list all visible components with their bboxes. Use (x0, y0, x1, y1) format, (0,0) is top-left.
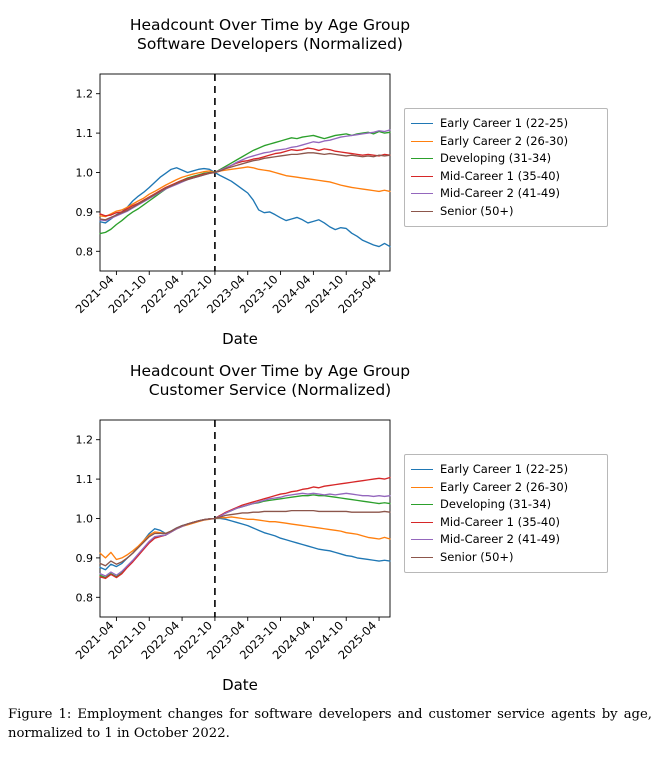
legend-label: Early Career 2 (26-30) (440, 133, 569, 148)
legend-item (411, 461, 599, 479)
legend-item (411, 514, 599, 532)
x-tick-label: 2024-10 (302, 272, 347, 317)
y-tick-label: 1.2 (75, 433, 93, 447)
legend-label: Mid-Career 1 (35-40) (440, 514, 561, 529)
legend-top (404, 108, 608, 227)
legend-item (411, 150, 599, 168)
legend-label: Mid-Career 1 (35-40) (440, 168, 561, 183)
x-tick-label: 2025-04 (335, 618, 380, 663)
x-tick-label: 2022-10 (171, 272, 216, 317)
legend-swatch-early1 (411, 469, 433, 470)
legend-swatch-mid1 (411, 522, 433, 523)
series-line (100, 493, 390, 576)
series-line (100, 132, 390, 234)
y-tick-label: 0.9 (75, 205, 93, 219)
x-tick-label: 2024-04 (269, 618, 314, 663)
x-tick-label: 2023-04 (203, 272, 248, 317)
legend-swatch-mid2 (411, 539, 433, 540)
legend-item (411, 549, 599, 567)
chart-title-top (60, 16, 480, 54)
x-axis-label-bottom: Date (222, 676, 258, 694)
legend-label: Mid-Career 2 (41-49) (440, 532, 561, 546)
series-line (100, 517, 390, 560)
legend-swatch-mid2 (411, 193, 433, 194)
legend-item (411, 168, 599, 186)
legend-swatch-early1 (411, 123, 433, 124)
legend-swatch-early2 (411, 141, 433, 142)
y-tick-label: 0.9 (75, 551, 93, 565)
plot-area-top (0, 56, 420, 346)
legend-swatch-senior (411, 211, 433, 212)
legend-label: Senior (50+) (440, 203, 514, 218)
chart-subtitle-line2: Software Developers (Normalized) (137, 35, 403, 53)
y-tick-label: 0.8 (75, 591, 93, 605)
legend-item (411, 115, 599, 133)
chart-panel-customer-service (0, 354, 660, 699)
series-line (100, 519, 390, 570)
x-axis-label-top: Date (222, 330, 258, 348)
series-line (100, 168, 390, 247)
chart-title-line1: Headcount Over Time by Age Group (129, 16, 411, 34)
x-tick-label: 2023-04 (203, 618, 248, 663)
x-tick-label: 2022-04 (138, 272, 183, 317)
legend-label: Mid-Career 2 (41-49) (440, 186, 561, 200)
y-tick-label: 1.1 (75, 473, 93, 487)
x-tick-label: 2024-04 (269, 272, 314, 317)
legend-item (411, 203, 599, 221)
x-tick-label: 2021-10 (105, 618, 150, 663)
chart-subtitle-line2: Customer Service (Normalized) (148, 381, 392, 399)
x-tick-label: 2021-10 (105, 272, 150, 317)
y-tick-label: 1.1 (75, 127, 93, 141)
chart-panel-software-developers (0, 4, 660, 349)
legend-item (411, 479, 599, 497)
legend-item (411, 531, 599, 549)
legend-label: Senior (50+) (440, 549, 514, 564)
x-tick-label: 2024-10 (302, 618, 347, 663)
y-tick-label: 0.8 (75, 245, 93, 259)
y-tick-label: 1.0 (75, 512, 93, 526)
legend-label: Early Career 2 (26-30) (440, 479, 569, 494)
legend-swatch-senior (411, 557, 433, 558)
legend-item (411, 133, 599, 151)
x-tick-label: 2023-10 (236, 618, 281, 663)
chart-svg-bottom (0, 402, 420, 692)
x-tick-label: 2022-04 (138, 618, 183, 663)
chart-title-line1: Headcount Over Time by Age Group (129, 362, 411, 380)
x-tick-label: 2021-04 (72, 618, 117, 663)
legend-label: Early Career 1 (22-25) (440, 116, 569, 130)
series-line (100, 130, 390, 221)
legend-swatch-developing (411, 158, 433, 159)
legend-label: Developing (31-34) (440, 497, 552, 511)
x-tick-label: 2023-10 (236, 272, 281, 317)
x-tick-label: 2022-10 (171, 618, 216, 663)
chart-title-bottom (60, 362, 480, 400)
x-tick-label: 2021-04 (72, 272, 117, 317)
legend-label: Early Career 1 (22-25) (440, 462, 569, 476)
legend-swatch-early2 (411, 487, 433, 488)
legend-bottom (404, 454, 608, 573)
y-tick-label: 1.0 (75, 166, 93, 180)
plot-area-bottom (0, 402, 420, 692)
legend-item (411, 496, 599, 514)
x-tick-label: 2025-04 (335, 272, 380, 317)
legend-item (411, 185, 599, 203)
chart-svg-top (0, 56, 420, 346)
y-tick-label: 1.2 (75, 87, 93, 101)
figure-caption: Figure 1: Employment changes for software developers and customer service agents by age, normalized to 1 in October 2022. (8, 707, 652, 741)
series-line (100, 495, 390, 578)
legend-swatch-mid1 (411, 176, 433, 177)
legend-swatch-developing (411, 504, 433, 505)
legend-label: Developing (31-34) (440, 151, 552, 165)
